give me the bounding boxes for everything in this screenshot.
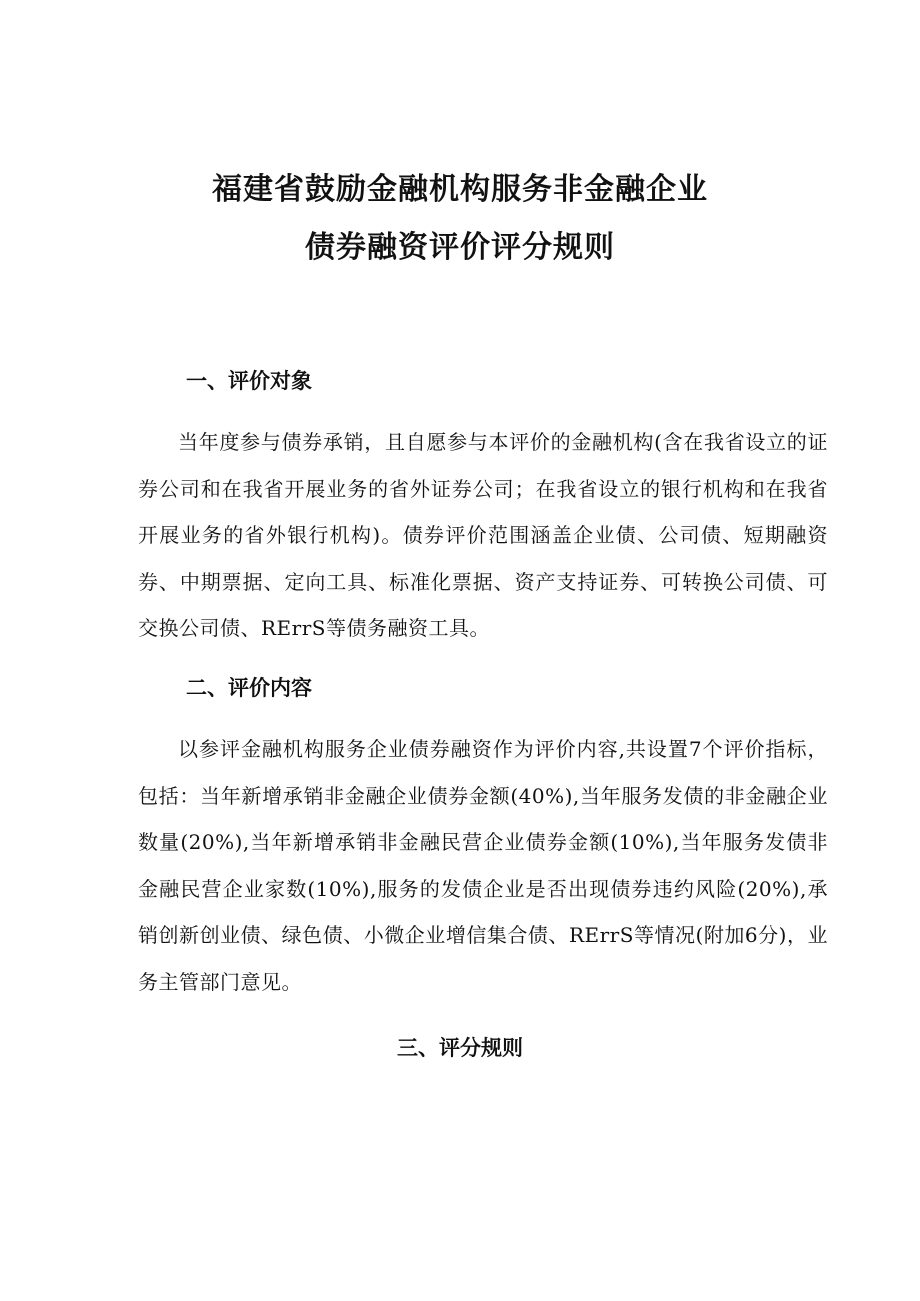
document-title-line-2: 债券融资评价评分规则 (305, 230, 615, 265)
document-title-line-1: 福建省鼓励金融机构服务非金融企业 (212, 172, 708, 207)
section-heading-scoring-rules: 三、评分规则 (397, 1036, 523, 1060)
section-heading-evaluation-target: 一、评价对象 (186, 369, 312, 393)
section-paragraph-evaluation-content: 以参评金融机构服务企业债券融资作为评价内容,共设置7个评价指标，包括：当年新增承销非金融企业债券金额(40%),当年服务发债的非金融企业数量(20%),当年新增承销非金融民营企业债券金额(10%),当年服务发债非金融民营企业家数(10%),服务的发债企业是否出现债券违约风险(20%),承销创新创业债、绿色债、小微企业增信集合债、RErrS等情况(附加6分)，业务主管部门意见。 (138, 737, 828, 994)
section-paragraph-evaluation-target: 当年度参与债券承销，且自愿参与本评价的金融机构(含在我省设立的证券公司和在我省开展业务的省外证券公司；在我省设立的银行机构和在我省开展业务的省外银行机构)。债券评价范围涵盖企业债、公司债、短期融资券、中期票据、定向工具、标准化票据、资产支持证券、可转换公司债、可交换公司债、RErrS等债务融资工具。 (138, 430, 828, 640)
section-heading-evaluation-content: 二、评价内容 (186, 676, 312, 700)
